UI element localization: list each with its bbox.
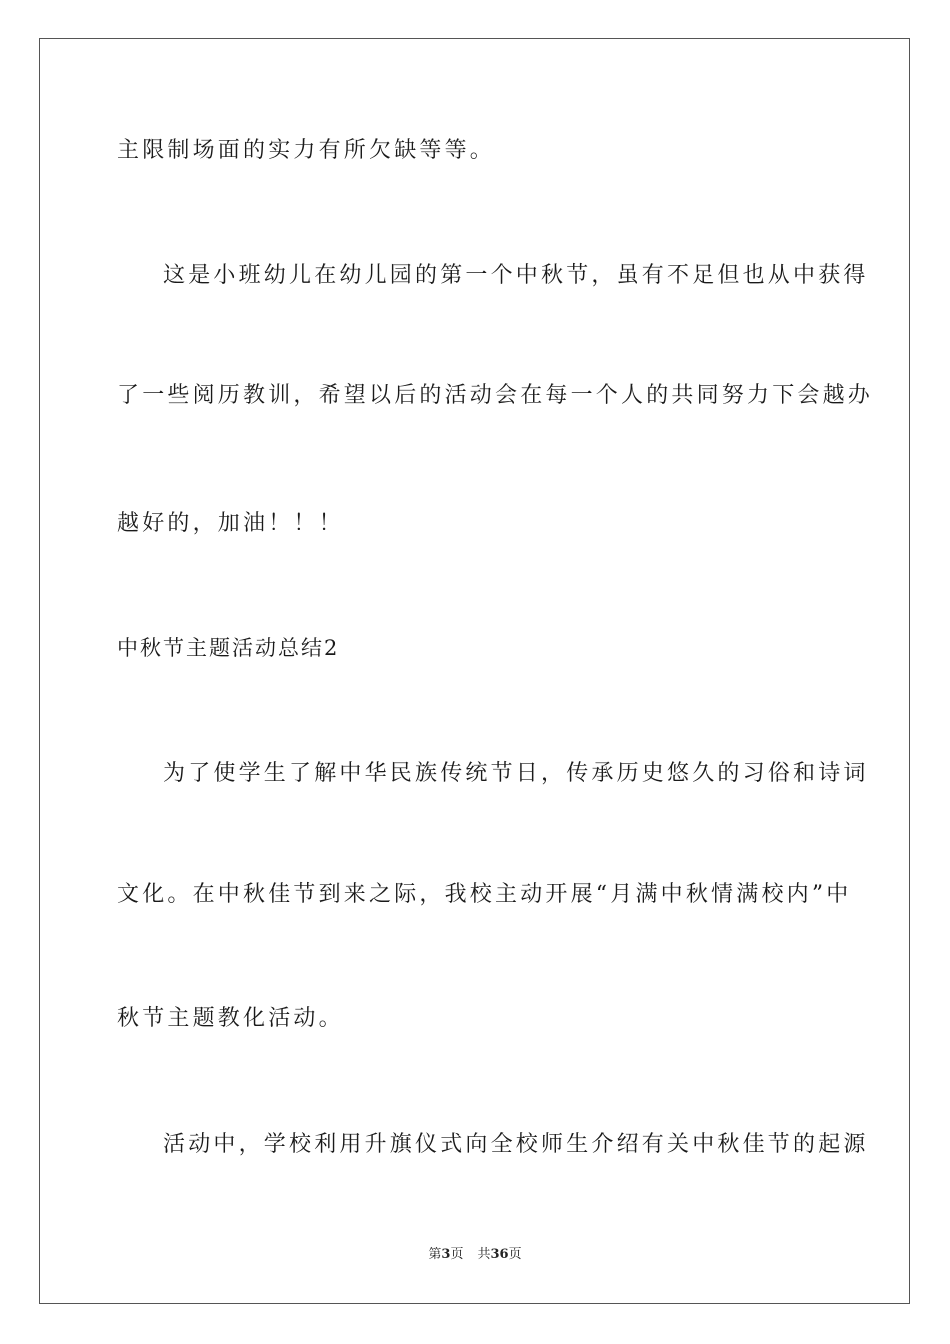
paragraph-line: 文化。在中秋佳节到来之际，我校主动开展“月满中秋情满校内”中 (117, 882, 852, 907)
paragraph-line: 秋节主题教化活动。 (117, 1006, 344, 1031)
total-prefix: 共 (477, 1247, 491, 1262)
page-border (39, 38, 910, 1304)
page-prefix: 第 (428, 1247, 442, 1262)
paragraph-line: 越好的，加油！！！ (117, 511, 344, 536)
page-number: 3 (441, 1247, 451, 1262)
paragraph-line: 主限制场面的实力有所欠缺等等。 (117, 138, 496, 163)
total-pages: 36 (490, 1247, 509, 1262)
paragraph-line: 这是小班幼儿在幼儿园的第一个中秋节，虽有不足但也从中获得 (163, 263, 869, 288)
total-suffix: 页 (508, 1247, 522, 1262)
paragraph-line: 了一些阅历教训，希望以后的活动会在每一个人的共同努力下会越办 (117, 383, 874, 408)
page-suffix: 页 (450, 1247, 464, 1262)
paragraph-line: 活动中，学校利用升旗仪式向全校师生介绍有关中秋佳节的起源 (163, 1132, 869, 1157)
paragraph-line: 为了使学生了解中华民族传统节日，传承历史悠久的习俗和诗词 (163, 761, 869, 786)
page-footer (0, 1246, 950, 1264)
section-heading: 中秋节主题活动总结2 (117, 636, 340, 660)
